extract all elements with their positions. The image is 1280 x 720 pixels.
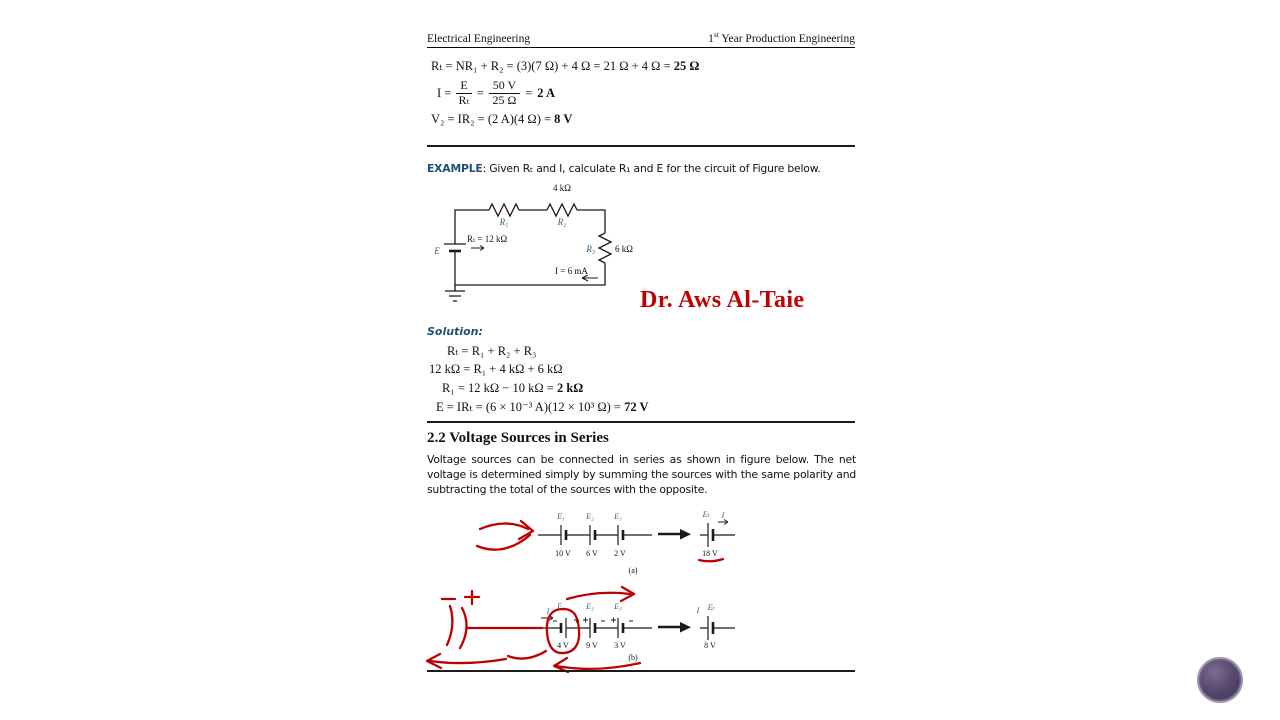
header-year-number: 1 xyxy=(708,32,714,45)
example-text: : Given Rₜ and I, calculate R₁ and E for the circuit of Figure below. xyxy=(482,162,821,175)
rt-arrow xyxy=(471,246,484,251)
polarity-marks xyxy=(553,618,633,623)
solution-line xyxy=(427,381,649,400)
equation-lhs: I = xyxy=(437,85,452,100)
et-value: 8 V xyxy=(704,641,716,650)
section-paragraph: Voltage sources can be connected in series as shown in figure below. The net voltage is determined simply by summing the sources with the same polarity and subtracting the total of the sources with the opposite. xyxy=(427,453,856,497)
ground-icon xyxy=(445,285,465,301)
fraction-denominator: Rₜ xyxy=(458,92,470,107)
e2-value: 6 V xyxy=(586,549,598,558)
example-label: EXAMPLE xyxy=(427,162,483,175)
e3-value: 2 V xyxy=(614,549,626,558)
equation-text: Rₜ = R₁ + R₂ + R₃ xyxy=(447,344,537,358)
equation-text: Rₜ = NR₁ + R₂ = (3)(7 Ω) + 4 Ω = 21 Ω + 4 Ω = xyxy=(431,59,674,73)
e3-label: E₃ xyxy=(614,512,622,521)
header-year-ordinal: st xyxy=(713,30,719,39)
equation-result: 8 V xyxy=(554,111,573,126)
solution-line xyxy=(427,362,649,381)
e1-value: 4 V xyxy=(557,641,569,650)
equation-text: R₁ = 12 kΩ − 10 kΩ = xyxy=(442,380,557,395)
ink-plus-mark xyxy=(465,591,479,604)
equation-v2 xyxy=(431,112,699,127)
r3-label: R₃ xyxy=(586,244,595,254)
current-arrow xyxy=(718,520,728,525)
header-year-title xyxy=(708,30,855,45)
header-year-rest: Year Production Engineering xyxy=(718,32,855,45)
equation-text: 12 kΩ = R₁ + 4 kΩ + 6 kΩ xyxy=(429,361,563,376)
equation-rt xyxy=(431,58,699,74)
ink-arrow-left-icon xyxy=(430,659,506,663)
ink-arrow-right-icon xyxy=(480,524,528,530)
equation-result: 25 Ω xyxy=(673,59,700,73)
ink-arrow-right-icon xyxy=(567,593,630,599)
e2-label: E₂ xyxy=(586,512,594,521)
solution-line xyxy=(427,399,649,418)
divider xyxy=(427,670,855,672)
equivalence-arrow-head xyxy=(680,622,691,633)
e2-label: E₂ xyxy=(586,602,594,611)
series-figure-row-a xyxy=(538,510,735,575)
solution-label: Solution: xyxy=(427,325,483,338)
section-heading: 2.2 Voltage Sources in Series xyxy=(427,430,609,446)
rt-value-label: Rₜ = 12 kΩ xyxy=(467,234,508,244)
equation-result: 2 kΩ xyxy=(556,380,584,395)
e1-label: E₁ xyxy=(557,602,565,611)
ink-vertical-stroke xyxy=(447,606,452,645)
fraction-denominator: 25 Ω xyxy=(492,92,517,107)
caption-b: (b) xyxy=(628,653,638,662)
fraction xyxy=(456,79,471,108)
e1-label: E₁ xyxy=(557,512,565,521)
e3-value: 3 V xyxy=(614,641,626,650)
equivalence-arrow-head xyxy=(680,529,691,540)
fraction-numerator: 50 V xyxy=(489,79,520,94)
ink-arrow-head-icon xyxy=(519,521,533,539)
equation-result: 2 A xyxy=(537,85,555,100)
r3-value-label: 6 kΩ xyxy=(615,244,633,254)
equation-result: 72 V xyxy=(624,400,649,415)
r2-label: R₂ xyxy=(557,217,567,227)
equation-text: V₂ = IR₂ = (2 A)(4 Ω) = xyxy=(431,111,555,126)
et-label: Eₜ xyxy=(702,510,710,519)
e1-value: 10 V xyxy=(555,549,571,558)
ink-underline-18v xyxy=(699,559,723,561)
resistor-r1-symbol xyxy=(489,204,519,216)
solution-line xyxy=(427,343,649,362)
logo-badge xyxy=(1197,657,1243,703)
current-label: I xyxy=(696,606,700,615)
source-e-label: E xyxy=(434,246,440,256)
instructor-name: Dr. Aws Al-Taie xyxy=(640,287,805,313)
divider xyxy=(427,421,855,423)
caption-a: (a) xyxy=(628,566,638,575)
example-statement xyxy=(427,162,859,175)
ink-connector-stroke xyxy=(508,651,546,659)
current-label: I xyxy=(546,607,550,616)
red-ink-annotations xyxy=(427,521,723,672)
r1-label: R₁ xyxy=(499,217,509,227)
equation-tail: = xyxy=(525,85,533,100)
r2-value-label: 4 kΩ xyxy=(553,183,571,193)
e2-value: 9 V xyxy=(586,641,598,650)
e3-label: E₃ xyxy=(614,602,622,611)
et-value: 18 V xyxy=(702,549,718,558)
solution-block xyxy=(427,343,649,418)
voltage-sources-figure xyxy=(420,505,860,675)
resistor-r3-symbol xyxy=(599,233,611,263)
equation-text: E = IRₜ = (6 × 10⁻³ A)(12 × 10³ Ω) = xyxy=(436,400,625,415)
resistor-r2-symbol xyxy=(547,204,577,216)
current-label: I xyxy=(721,511,725,520)
header-course-title: Electrical Engineering xyxy=(427,32,531,45)
et-label: Eₜ xyxy=(707,603,715,612)
equation-equals: = xyxy=(476,85,484,100)
current-value-label: I = 6 mA xyxy=(555,266,588,276)
ink-arrow-left-icon xyxy=(556,663,640,669)
fraction xyxy=(489,79,520,108)
divider xyxy=(427,145,855,147)
equation-current xyxy=(437,79,699,108)
fraction-numerator: E xyxy=(456,79,471,94)
derivation-block xyxy=(431,58,699,127)
page-header xyxy=(427,30,855,48)
ink-paren-stroke xyxy=(460,608,467,648)
